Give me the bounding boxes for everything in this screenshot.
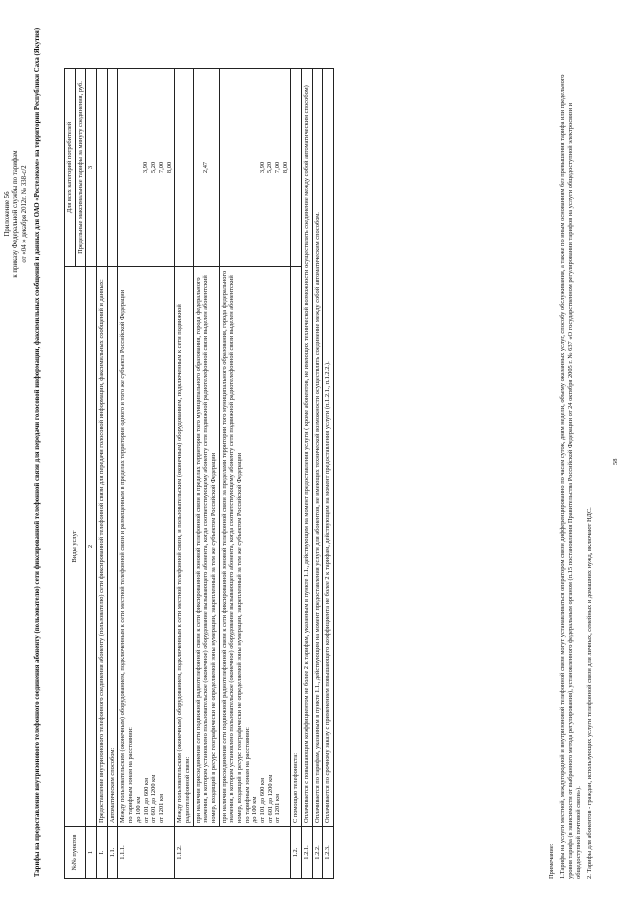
zone-item: от 601 до 1200 км [266,774,274,823]
column-header-number: №№ пунктов [65,827,86,879]
order-reference: к приказу Федеральной службы по тарифам [12,150,20,278]
row-text: С помощью телефониста: [291,267,302,827]
row-index: 1.2. [291,827,302,879]
table-header-row [65,69,76,879]
zones-label: по тарифным зонам на расстоянии: [127,727,135,823]
table-row [219,69,291,879]
row-text: Между пользовательским (оконечным) оборудованием, подключенным к сети местной телефонной связи, и пользовательским (оконечным) оборудованием, подключенным к сети подвижной радиотелефонной связи: [175,267,193,827]
zone-item: от 101 до 600 км [142,777,150,823]
table-row [107,69,118,879]
tariff-value: 2,47 [193,69,219,267]
notes-label: Примечание: [548,843,555,879]
zone-item: от 101 до 600 км [259,777,267,823]
row-text: Оплачивается по тарифам, указанным в пункте 1.1., действующим на момент предоставления услуги для абонентов, не имеющих технической возможности осуществлять соединение между собой автоматическим способом. [312,69,323,827]
table-row [291,69,302,879]
order-date: от «04 » декабря 2012г. № 338-с/2 [20,165,28,263]
tariff-value: 8,00 [281,161,289,174]
row-text: Между пользовательским (оконечным) оборудованием, подключенным к сети местной телефонной связи и размещенным в пределах территории одного и того же субъекта Российской Федерации [119,289,127,823]
zone-item: от 1201 км [274,793,282,823]
tariff-value: 7,00 [157,161,165,174]
row-index: 1.1.2. [175,827,291,879]
tariff-value: 8,00 [165,161,173,174]
table-row [175,69,193,879]
row-text: Оплачивается с повышающим коэффициентом не более 2 к тарифам, указанным в пункте 1.1., действующим на момент предоставления услуги ( кроме абонентов, не имеющих технической возможности осуществлять соединение между собой автоматическим способом) [302,69,313,827]
zones-label: по тарифным зонам на расстоянии: [243,727,251,823]
column-number: 2 [86,267,97,827]
row-index: 1.2.2. [312,827,323,879]
appendix-header [4,104,29,324]
column-number: 3 [86,69,97,267]
notes-section [548,59,597,879]
row-index: 1.1.1. [118,827,175,879]
note-item: 2. Тарифы для абонентов - граждан, использующих услуги телефонной связи для личных, семейных и домашних нужд, включают НДС. [586,507,593,879]
table-row [97,69,108,879]
note-item: 1.Тарифы на услуги местной, междугородной и внутризоновой телефонной связи могут устанавливаться оператором связи дифференцированно по часам суток, дням недели, объему оказанных услуг, способу обслуживания, а также по иным основаниям без превышения тарифа или предельного уровня тарифа (в зависимости от выбранного метода регулирования), установленного федеральным органом (п.15 постановления Правительства Российской Федерации от 24 октября 2005 г. № 637 «О государственном регулировании тарифов на услуги общедоступной электросвязи и общедоступной почтовой связи»). [559,74,582,879]
row-text: при наличии присоединения сети подвижной радиотелефонной связи к сети фиксированной зоновой телефонной связи за пределами территории того муниципального образования, города федерального значения, в котором установлено пользовательское (оконечное) оборудование вызывающего абонента, когда соответствующему абоненту сети подвижной радиотелефонной связи выделен абонентский номер, входящий в ресурс географически не определяемой зоны нумерации, закрепленный за тем же субъектом Российской Федерации [220,270,243,823]
column-number: 1 [86,827,97,879]
zone-item: до 100 км [134,796,142,823]
column-header-tariff: Предельные максимальные тарифы за минуту соединения, руб. [75,69,86,267]
row-text: Предоставление внутризонового телефонного соединения абоненту (пользователю) сети фиксированной телефонной связи для передачи голосовой информации, факсимильных сообщений и данных: [97,267,108,827]
table-row [312,69,323,879]
tariff-value: 3,90 [258,161,266,174]
column-number-row [86,69,97,879]
document-title: Тарифы на предоставление внутризонового телефонного соединения абоненту (пользователю) сети фиксированной телефонной связи для передачи голосовой информации, факсимильных сообщений и данных для ОАО «Ростелеком» на территории Республики Саха (Якутия) [34,27,41,878]
row-text: Автоматическим способом: [107,267,118,827]
page-number: 58 [612,458,619,465]
row-text: Оплачивается по срочному заказу с применением повышающего коэффициента не более 2 к тарифам, действующим на момент предоставления услуги (п.1.2.1., п.1.2.2.). [323,69,334,827]
row-text: при наличии присоединения сети подвижной радиотелефонной связи к сети фиксированной зоновой телефонной связи в пределах территории того муниципального образования, города федерального значения, в котором установлено пользовательское (оконечное) оборудование вызывающего абонента, когда соответствующему абоненту сети подвижной радиотелефонной связи выделен абонентский номер, входящий в ресурс географически не определяемой зоны нумерации, закрепленный за тем же субъектом Российской Федерации [193,267,219,827]
table-row [323,69,334,879]
tariff-table [64,68,334,879]
tariff-value: 7,00 [274,161,281,174]
row-index: 1.1. [107,827,118,879]
row-index: I. [97,827,108,879]
zone-item: от 601 до 1200 км [150,774,158,823]
table-row [193,69,219,879]
appendix-number: Приложение 56 [4,191,11,237]
zone-item: до 100 км [251,796,259,823]
table-row [302,69,313,879]
tariff-value: 5,20 [266,161,274,174]
column-header-services: Виды услуг [65,267,86,827]
row-index: 1.2.3. [323,827,334,879]
column-header-consumers: Для всех категорий потребителей [65,69,76,267]
tariff-value: 5,20 [150,161,158,174]
zone-item: от 1201 км [157,793,165,823]
table-row [118,69,175,879]
row-index: 1.2.1. [302,827,313,879]
tariff-value: 3,90 [142,161,150,174]
